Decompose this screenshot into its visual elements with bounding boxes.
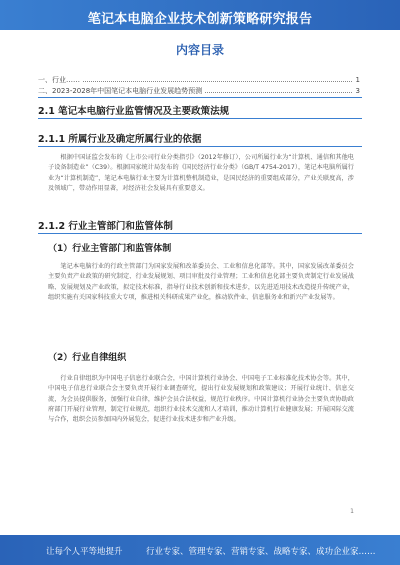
toc-item-page: 3 [355,87,360,95]
paragraph: 根据中国证监会发布的《上市公司行业分类指引》（2012年修订），公司所属行业为“计算机、通信和其他电子设备制造业”（C39）。根据国家统计局发布的《国民经济行业分类》（GB/T 4754-2017），笔记本电脑所属行业为“计算机制造”，笔记本电脑行业主要为计算机整机制造业，是国民经济的重要组成部分，产业关联度高，涉及领域广，带动作用显著，对经济社会发展具有重要意义。 [48,154,354,192]
toc-item-label: 一、行业…… [38,76,80,84]
subsection-heading: 2.1.1 所属行业及确定所属行业的依据 [38,134,202,145]
document-title: 笔记本电脑企业技术创新策略研究报告 [87,12,313,27]
subheading: （1）行业主管部门和监管体制 [48,244,172,254]
toc-item-label: 二、2023-2028年中国笔记本电脑行业发展趋势预测 [38,87,203,95]
section-heading: 2.1 笔记本电脑行业监管情况及主要政策法规 [38,106,230,117]
paragraph: 笔记本电脑行业的行政主管部门为国家发展和改革委员会、工业和信息化部等。其中，国家发展改革委员会主要负责产业政策的研究制定、行业发展规划、项目审批及行业管理；工业和信息化部主要负责制定行业发展战略、发展规划及产业政策，拟定技术标准，指导行业技术创新和技术进步，以先进适用技术改造提升传统产业，组织实施有关国家科技重大专项，推进相关科研成果产业化，推动软件业、信息服务业和新兴产业发展等。 [48,263,354,301]
header-banner [0,0,400,30]
divider [38,233,362,234]
toc-leader-dots [38,81,352,82]
divider [38,97,362,98]
subheading: （2）行业自律组织 [48,353,127,363]
divider [38,146,362,147]
toc-title: 内容目录 [175,43,224,57]
toc-item[interactable] [38,86,360,96]
divider [38,118,362,119]
footer-slogan: 让每个人平等地提升 [46,547,123,557]
footer-experts: 行业专家、管理专家、营销专家、战略专家、成功企业家…… [146,547,376,557]
toc-item-page: 1 [355,76,360,84]
footer-banner [0,535,400,565]
paragraph: 行业自律组织为中国电子信息行业联合会，中国计算机行业协会、中国电子工业标准化技术协会等。其中，中国电子信息行业联合会主要负责开展行业调查研究，提出行业发展规划和政策建议；开展行业统计、信息交流，为会员提供服务，加强行业自律，维护会员合法权益，规范行业秩序。中国计算机行业协会主要负责协助政府部门开展行业管理，制定行业规范，组织行业技术交流和人才培训，推动计算机行业健康发展；开展国际交流与合作，组织会员参加国内外展览会，促进行业技术进步和产业升级。 [48,375,354,424]
subsection-heading: 2.1.2 行业主管部门和监管体制 [38,221,173,232]
page-number: 1 [350,508,354,515]
toc-item[interactable] [38,75,360,85]
